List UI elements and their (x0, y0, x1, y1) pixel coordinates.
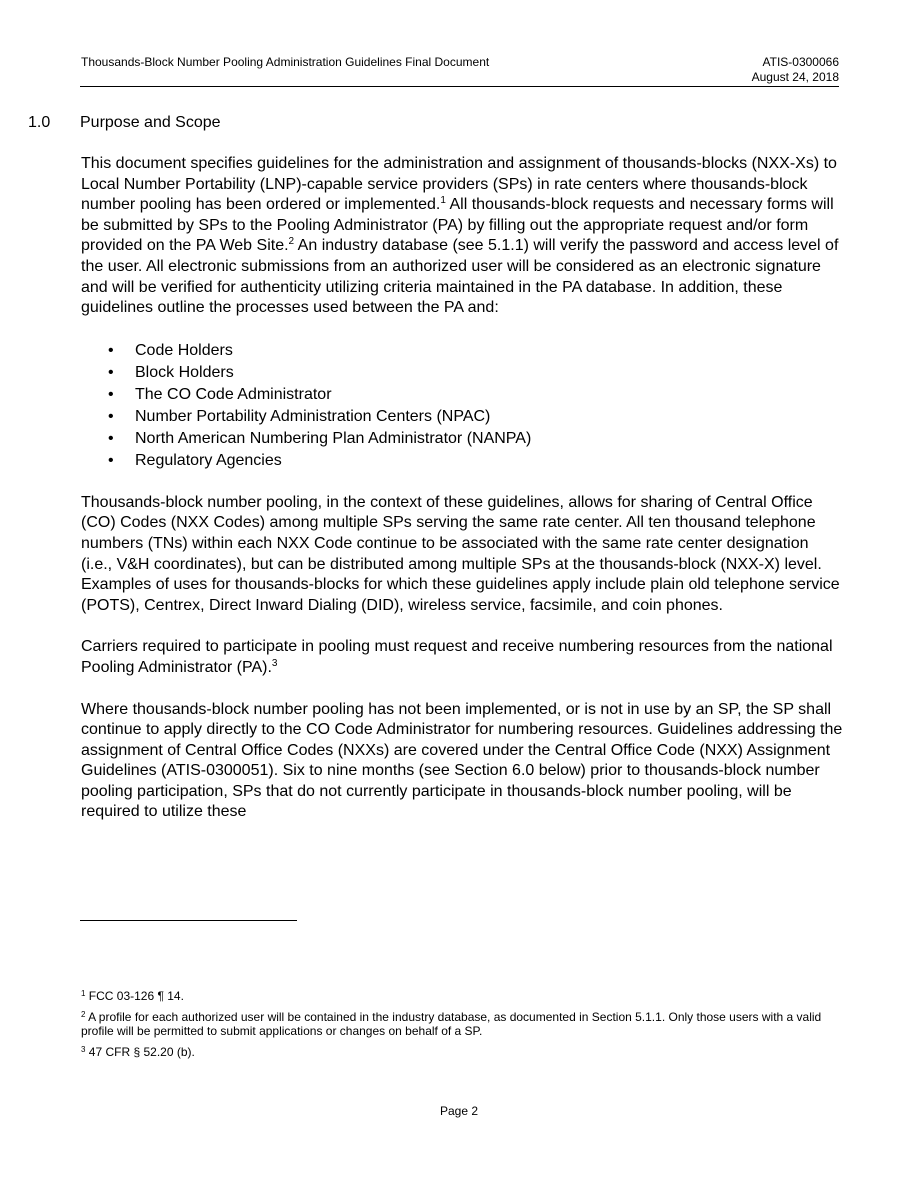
section-title: Purpose and Scope (80, 114, 221, 131)
list-item: • Code Holders (81, 340, 843, 362)
footnote-text: FCC 03-126 ¶ 14. (85, 989, 184, 1003)
paragraph-text: This document specifies guidelines for the administration and assignment of thousands-blocks (NXX-Xs) to Local Number Portability (LNP)-capable service providers (SPs) in rate centers where thousands-block number pooling has been ordered or implemented. (81, 155, 837, 214)
section-number: 1.0 (28, 114, 51, 131)
footnote-text: A profile for each authorized user will be contained in the industry database, as documented in Section 5.1.1. Only those users with a valid profile will be permitted to submit applications or changes on behalf of a SP. (81, 1009, 822, 1038)
footnote-ref-1[interactable]: 1 (440, 195, 446, 207)
list-item: • North American Numbering Plan Administrator (NANPA) (81, 428, 843, 450)
footnote-mark: 2 (81, 1009, 86, 1019)
paragraph-purpose (81, 154, 843, 319)
footnote-3 (81, 1045, 826, 1060)
footnote-ref-2[interactable]: 2 (288, 236, 295, 248)
footnote-2 (81, 1010, 826, 1039)
footnote-separator (80, 920, 297, 921)
footnote-mark: 1 (81, 989, 86, 998)
list-item: • Regulatory Agencies (81, 450, 843, 472)
footnote-mark: 3 (81, 1044, 86, 1054)
footnote-text: 47 CFR § 52.20 (b). (85, 1044, 195, 1059)
document-id: ATIS-0300066 (762, 55, 839, 69)
process-parties-list (81, 340, 843, 472)
page-number: Page 2 (439, 1104, 479, 1118)
document-meta (752, 55, 839, 85)
page-header (80, 55, 839, 87)
document-date: August 24, 2018 (751, 70, 839, 84)
footnote-1 (81, 989, 826, 1004)
paragraph-non-pooling: Where thousands-block number pooling has not been implemented, or is not in use by an SP, the SP shall continue to apply directly to the CO Code Administrator for numbering resources. Guidelines addressing the assignment of Central Office Codes (NXXs) are covered under the Central Office Code (NXX) Assignment Guidelines (ATIS-0300051). Six to nine months (see Section 6.0 below) prior to thousands-block number pooling participation, SPs that do not currently participate in thousands-block number pooling, will be required to utilize these (81, 700, 843, 821)
paragraph-pooling-definition: Thousands-block number pooling, in the context of these guidelines, allows for sharing of Central Office (CO) Codes (NXX Codes) among multiple SPs serving the same rate center. All ten thousand telephone numbers (TNs) within each NXX Code continue to be associated with the same rate center designation (i.e., V&H coordinates), but can be distributed among multiple SPs at the thousands-block (NXX-X) level. Examples of uses for thousands-blocks for which these guidelines apply include plain old telephone service (POTS), Centrex, Direct Inward Dialing (DID), wireless service, facsimile, and coin phones. (81, 493, 840, 614)
paragraph-text: Carriers required to participate in pooling must request and receive numbering resources from the national Pooling Administrator (PA). (81, 638, 833, 676)
document-title: Thousands-Block Number Pooling Administration Guidelines Final Document (81, 55, 490, 69)
footnotes (81, 989, 826, 1065)
list-item: • Number Portability Administration Centers (NPAC) (81, 406, 843, 428)
section-heading (28, 113, 221, 133)
list-item: • The CO Code Administrator (81, 384, 843, 406)
document-body (81, 154, 843, 844)
paragraph-carriers (81, 637, 843, 678)
footnote-ref-3[interactable]: 3 (271, 657, 278, 669)
list-item: • Block Holders (81, 362, 843, 384)
paragraph-text: An industry database (see 5.1.1) will verify the password and access level of the user. All electronic submissions from an authorized user will be considered as an electronic signature and will be verified for authenticity utilizing criteria maintained in the PA database. In addition, these guidelines outline the processes used between the PA and: (81, 237, 839, 317)
paragraph-text: All thousands-block requests and necessary forms will be submitted by SPs to the Pooling Administrator (PA) by filling out the appropriate request and/or form provided on the PA Web Site. (81, 196, 834, 255)
